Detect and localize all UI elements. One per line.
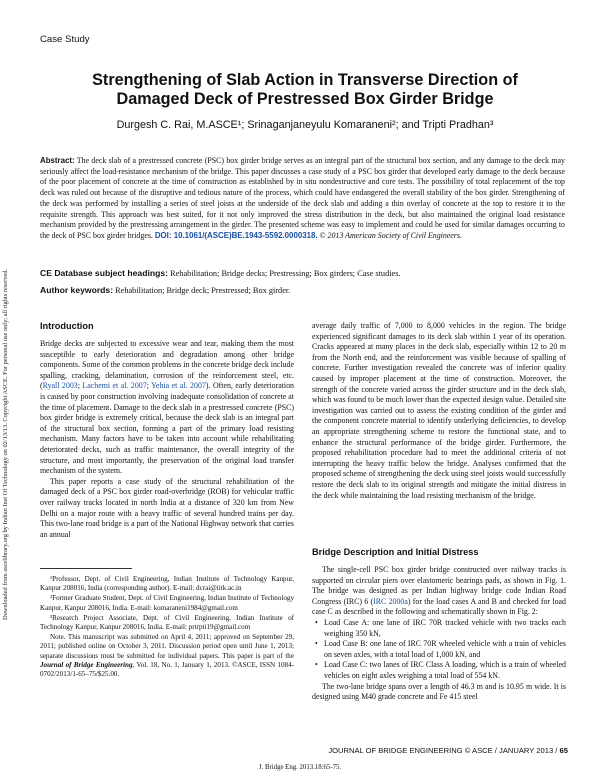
bridge-description-heading: Bridge Description and Initial Distress <box>312 547 479 557</box>
abstract-block <box>40 156 565 242</box>
introduction-heading: Introduction <box>40 321 94 331</box>
footnote-3: ³Research Project Associate, Dept. of Civil Engineering, Indian Institute of Technology Kanpur, Kanpur 208016, India. E-mail: prtrpti19@gmail.com <box>40 613 294 632</box>
right-column-bottom <box>312 565 566 703</box>
citation-footer: J. Bridge Eng. 2013.18:65-75. <box>258 764 342 771</box>
article-title <box>60 71 550 109</box>
author-list: Durgesh C. Rai, M.ASCE¹; Srinaganjaneyulu Komaraneni²; and Tripti Pradhan³ <box>116 119 494 131</box>
footnote-2: ²Former Graduate Student, Dept. of Civil Engineering, Indian Institute of Technology Kanpur, Kanpur 208016, India. E-mail: komaraneni1984@gmail.com <box>40 594 294 612</box>
author-keywords-label: Author keywords: <box>40 285 114 295</box>
section-label: Case Study <box>40 34 90 45</box>
footnote-divider <box>40 568 132 569</box>
left-column-body <box>40 339 294 540</box>
intro-p1-sep-1: ; <box>77 381 83 391</box>
footnote-1: ¹Professor, Dept. of Civil Engineering, Indian Institute of Technology Kanpur, Kanpur 208016, India (corresponding author). E-mail: dcrai@iitk.ac.in <box>40 575 294 593</box>
ce-subject-headings <box>40 268 401 278</box>
doi-link[interactable]: DOI: 10.1061/(ASCE)BE.1943-5592.0000318. <box>154 230 318 240</box>
download-notice-sidebar <box>2 150 14 620</box>
intro-paragraph-1 <box>40 339 294 477</box>
citation-yehia-2007[interactable]: Yehia et al. 2007 <box>151 381 206 391</box>
page-number: 65 <box>559 746 568 755</box>
bridge-desc-text-a: The single-cell PSC box girder bridge constructed over railway tracks is supported on circular piers over elastomeric bearings pads, as shown in Fig. 1. The bridge was designed as per Indian highway bridge code Indian Road Congress (IRC) 6 ( <box>312 565 566 606</box>
download-notice-text: Downloaded from ascelibrary.org by Indian Inst Of Technology on 02/13/13. Copyright ASCE. For personal use only; all rights reserved. <box>2 268 9 620</box>
citation-irc-2000a[interactable]: IRC 2000a <box>373 596 408 606</box>
load-case-item: • Load Case B: one lane of IRC 70R wheeled vehicle with a train of vehicles on seven axles, with a total load of 1,000 kN, and <box>324 639 566 660</box>
intro-paragraph-2: This paper reports a case study of the structural rehabilitation of the damaged deck of a PSC box girder road-overbridge (ROB) for vehicular traffic over railway tracks located in north India at a distance of 320 km from New Delhi on a major route with a heavy traffic of several hundred trains per day. This two-lane road bridge is a part of the National Highway network that carries an annual <box>40 476 294 539</box>
bridge-description-paragraph <box>312 565 566 618</box>
manuscript-note-text-a: Note. This manuscript was submitted on April 4, 2011; approved on September 29, 2011; published online on October 3, 2011. Discussion period open until June 1, 2013; separate discussions must be submitted for individual papers. This paper is part of the <box>40 633 294 660</box>
right-paragraph-1: average daily traffic of 7,000 to 8,000 vehicles in the region. The bridge experienced significant damages to its deck slab within 1 year of its operation. Cracks appeared at many places in the deck slab, especially within 12 to 20 m from the North end, and the reinforcement was visible because of spalling of concrete. Further investigation revealed the concrete was of inferior quality caused by improper placement at the time of construction. Moreover, the strength of the concrete varied across the girder structure and in the deck slab, which was found to be much lower than the expected design value. Detailed site investigation was carried out to assess the existing condition of the girder and the component concrete material to identify underlying deficiencies, to develop an appropriate strengthening scheme to restore the functional state, and to enhance the structural performance of the bridge girder. Furthermore, the proposed rehabilitation procedure had to meet the additional criteria of not interrupting the heavy traffic below the bridge. Analyses confirmed that the proposed scheme of strengthening the deck using steel joists would successfully restore the deck slab to its original strength and mitigate the initial distress in the deck while maintaining the load resisting mechanism of the bridge. <box>312 321 566 500</box>
citation-ryall-2003[interactable]: Ryall 2003 <box>42 381 78 391</box>
load-case-item: • Load Case C: two lanes of IRC Class A loading, which is a train of wheeled vehicles on eight axles weighing a total load of 554 kN. <box>324 660 566 681</box>
journal-footer-text: JOURNAL OF BRIDGE ENGINEERING © ASCE / JANUARY 2013 / <box>328 746 560 755</box>
bridge-span-paragraph: The two-lane bridge spans over a length of 46.3 m and is 10.95 m wide. It is designed using M40 grade concrete and Fe 415 steel <box>312 681 566 702</box>
journal-name: Journal of Bridge Engineering <box>40 660 133 669</box>
title-line-1: Strengthening of Slab Action in Transverse Direction of <box>92 71 518 89</box>
ce-headings-label: CE Database subject headings: <box>40 268 168 278</box>
abstract-label: Abstract: <box>40 156 75 165</box>
ce-headings-text: Rehabilitation; Bridge decks; Prestressing; Box girders; Case studies. <box>168 269 401 278</box>
journal-footer <box>328 746 568 755</box>
footnotes-block <box>40 575 294 680</box>
bridge-desc-text-b: ) for the load cases A and B and checked for load case C as described in the following and schematically shown in Fig. 2: <box>312 596 566 617</box>
manuscript-note <box>40 633 294 679</box>
manuscript-note-text-b: , Vol. 18, No. 1, January 1, 2013. ©ASCE, ISSN 1084-0702/2013/1-65–75/$25.00. <box>40 660 295 679</box>
abstract-text: The deck slab of a prestressed concrete (PSC) box girder bridge serves as an integral part of the structural box section, and any damage to the deck may seriously affect the load-resistance mechanism of the bridge. This paper discusses a case study of a PSC box girder that developed early damage to the deck because of the poor placement of concrete at the time of construction as established by in situ nondestructive and core tests. The possibility of total replacement of the top deck was ruled out because of the disruptive and tedious nature of the process, which could have endangered the overall stability of the box girder. Strengthening of the deck was performed by installing a series of steel joists at the underside of the deck slab and adding a thin overlay of concrete at the top to restore it to the requisite strength. This approach was best suited, for it not only improved the stress distribution in the deck, but also maintained the original load resistance mechanism provided by the prestressing arrangement in the girder. The presented scheme was easy to implement and could be used for similar damages occurring to the deck of PSC box girder bridges. <box>40 156 565 240</box>
intro-p1-sep-2: ; <box>146 381 152 391</box>
author-keywords <box>40 285 290 295</box>
load-case-list <box>312 618 566 682</box>
author-keywords-text: Rehabilitation; Bridge deck; Prestressed; Box girder. <box>113 286 291 295</box>
citation-lachemi-2007[interactable]: Lachemi et al. 2007 <box>82 381 147 391</box>
intro-p1-text-b: ). Often, early deterioration is caused by poor construction involving inadequate consolidation of concrete at the time of placement. Damage to the deck slab in a prestressed concrete (PSC) box girder bridge is extremely critical, because the deck slab is an integral part of the structural box section, forming a part of the primary load resisting mechanism. Many factors have to be taken into account while rehabilitating deteriorated decks, such as traffic maintenance, the overall integrity of the structure, and most importantly, the preservation of the original load transfer mechanism of the system. <box>40 381 294 476</box>
load-case-item: • Load Case A: one lane of IRC 70R tracked vehicle with two tracks each weighing 350 kN, <box>324 618 566 639</box>
right-column-top <box>312 321 566 501</box>
copyright-notice: © 2013 American Society of Civil Engineers. <box>317 230 462 240</box>
intro-p1-text-a: Bridge decks are subjected to excessive wear and tear, making them the most susceptible to early deterioration and degradation among other bridge components. Some of the common problems in the concrete bridge deck include spalling, cracking, delamination, corrosion of the reinforcement steel, etc. ( <box>40 339 294 391</box>
title-line-2: Damaged Deck of Prestressed Box Girder Bridge <box>116 90 494 108</box>
